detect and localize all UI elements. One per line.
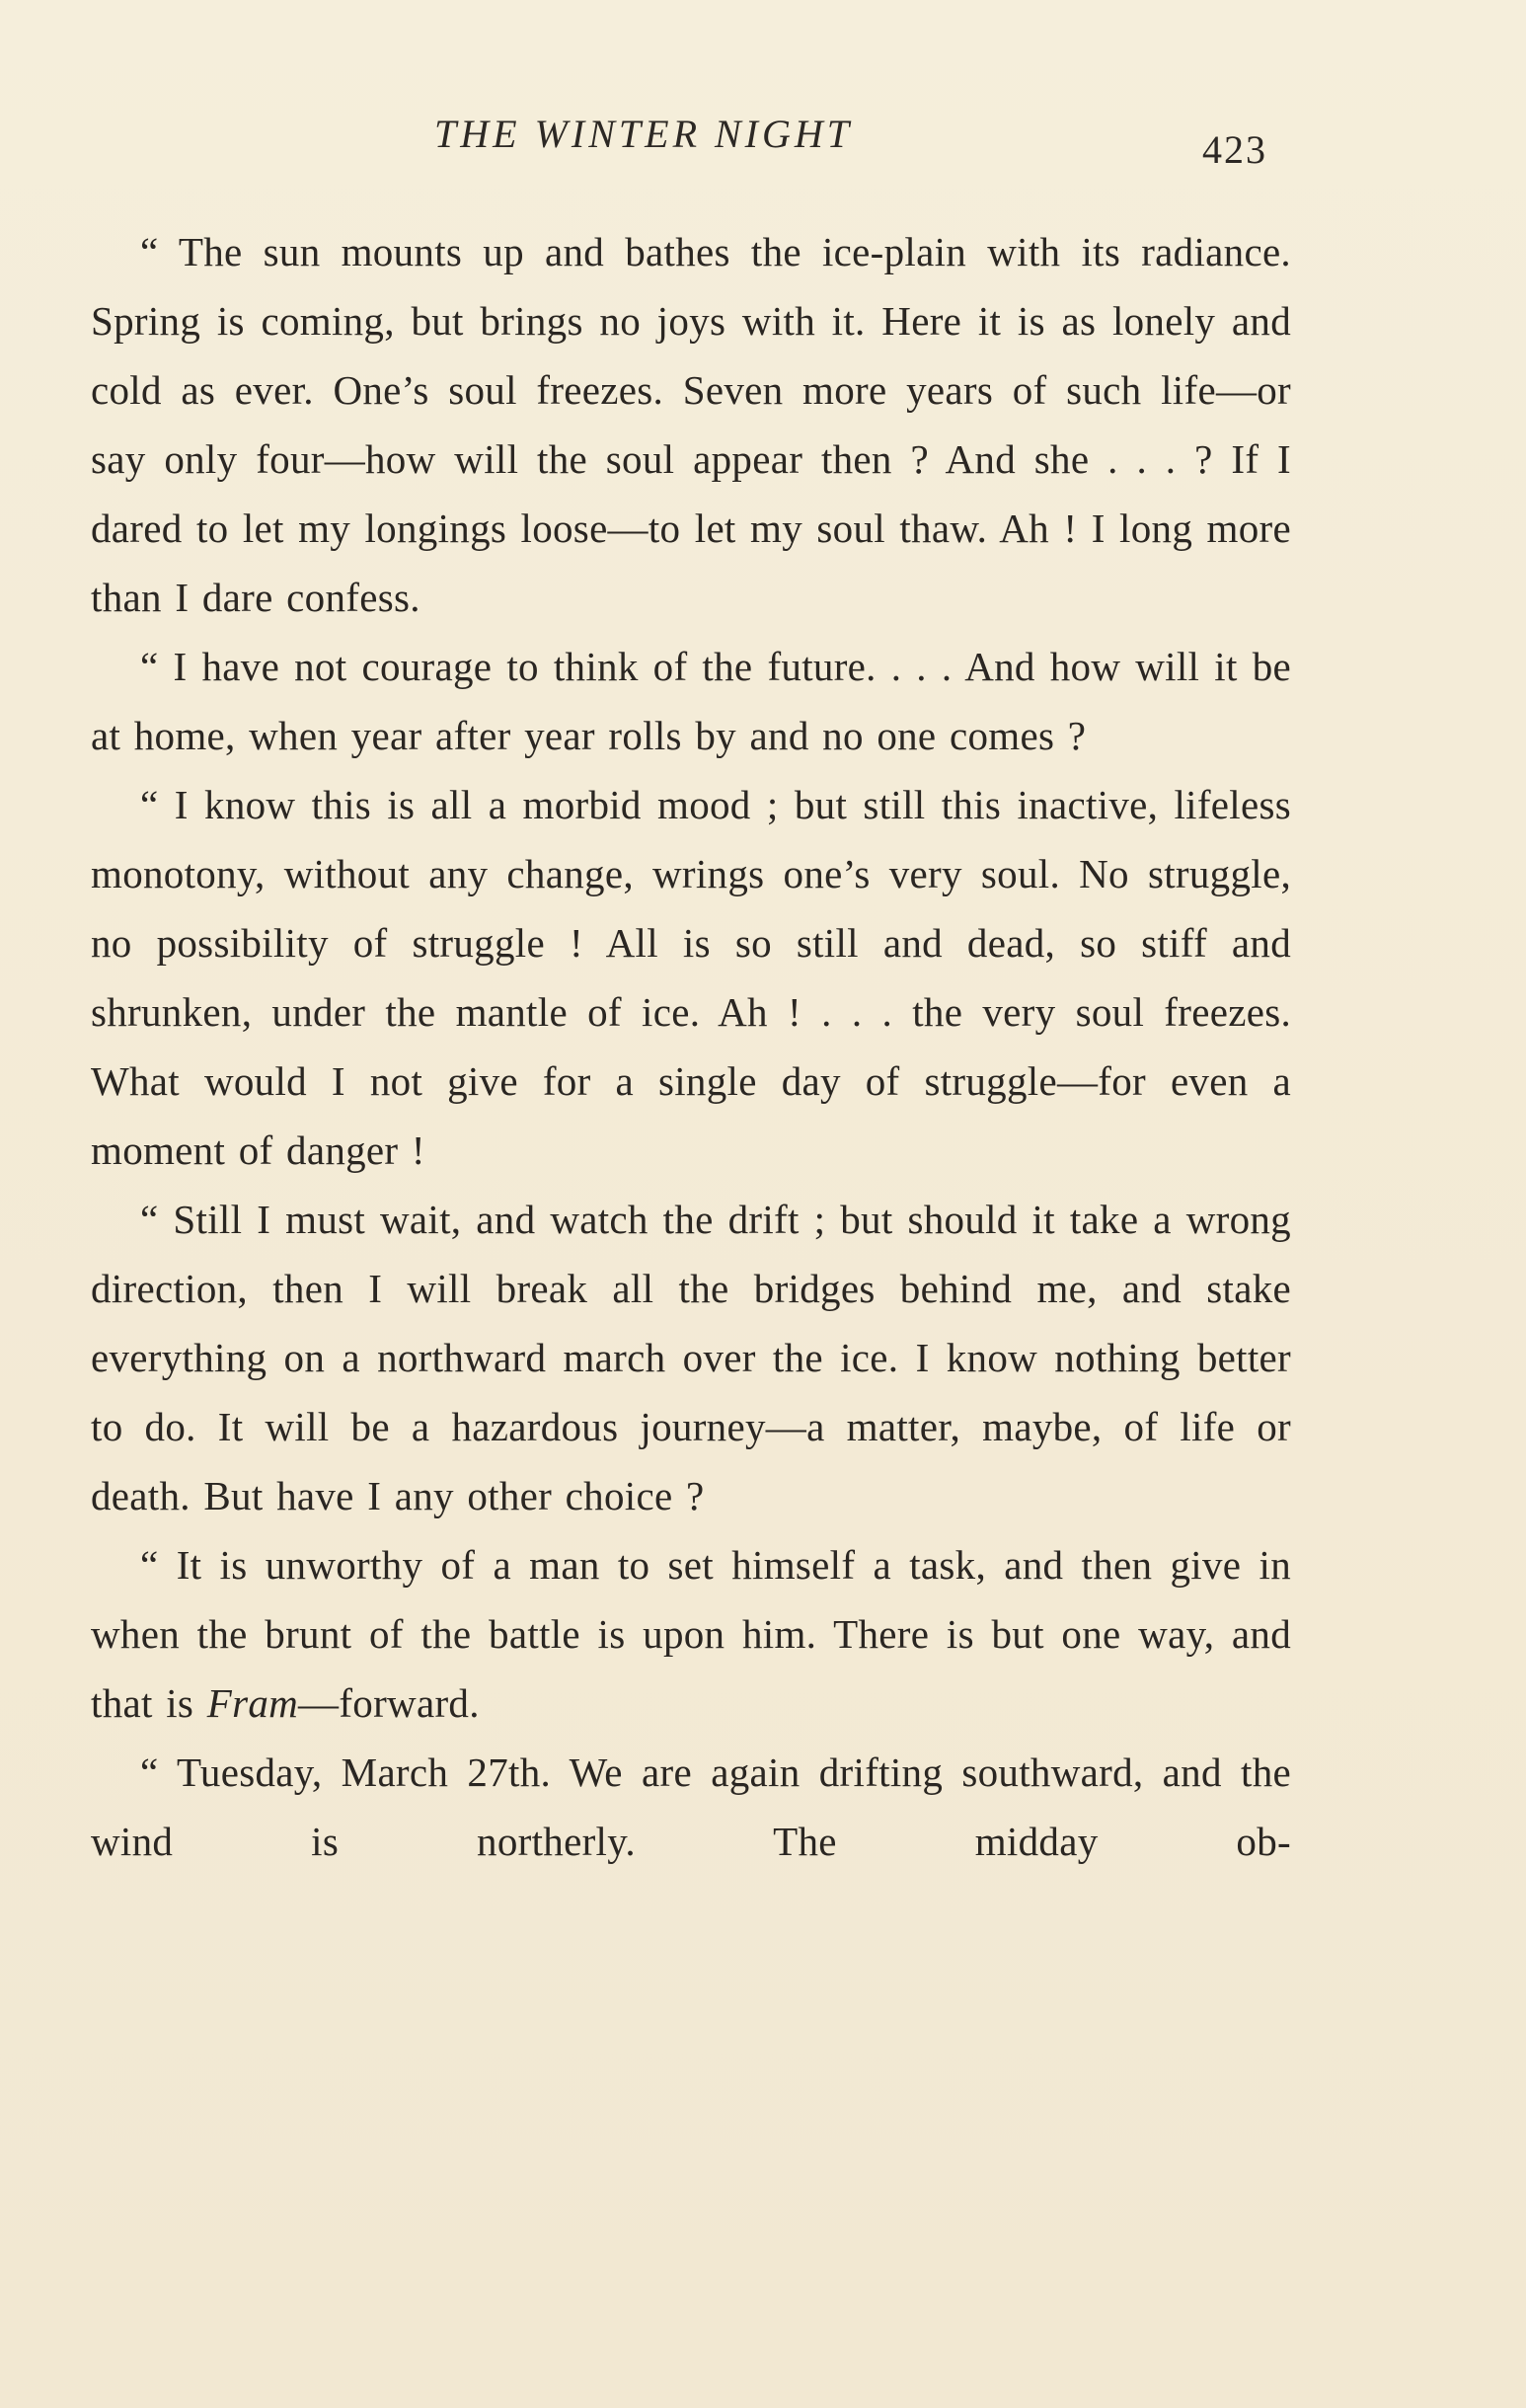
paragraph-5-text-after: —forward. [298, 1680, 480, 1726]
running-head [0, 111, 1526, 170]
paragraph-5-text-before: “ It is unworthy of a man to set himself a task, and then give in when the brunt of the battle is upon him. There is but one way, and that is [91, 1542, 1291, 1726]
paragraph-2: “ I have not courage to think of the future. . . . And how will it be at home, when year after year rolls by and no one comes ? [91, 644, 1291, 758]
page-number: 423 [1202, 127, 1267, 172]
paragraph-4: “ Still I must wait, and watch the drift ; but should it take a wrong direction, then I will break all the bridges behind me, and stake everything on a northward march over the ice. I know nothing better to do. It will be a hazardous journey—a matter, maybe, of life or death. But have I any other choice ? [91, 1197, 1291, 1518]
paragraph-3: “ I know this is all a morbid mood ; but still this inactive, lifeless monotony, without any change, wrings one’s very soul. No struggle, no possibility of struggle ! All is so still and dead, so stiff and shrunken, under the mantle of ice. Ah ! . . . the very soul freezes. What would I not give for a single day of struggle—for even a moment of danger ! [91, 782, 1291, 1173]
paragraph-5 [91, 1530, 1291, 1738]
body-text [91, 217, 1291, 1876]
paragraph-6: “ Tuesday, March 27th. We are again drifting southward, and the wind is northerly. The midday ob- [91, 1749, 1291, 1864]
ship-name-fram: Fram [206, 1680, 299, 1726]
paragraph-1: “ The sun mounts up and bathes the ice-plain with its radiance. Spring is coming, but brings no joys with it. Here it is as lonely and cold as ever. One’s soul freezes. Seven more years of such life—or say only four—how will the soul appear then ? And she . . . ? If I dared to let my longings loose—to let my soul thaw. Ah ! I long more than I dare confess. [91, 229, 1291, 620]
running-title: THE WINTER NIGHT [434, 112, 854, 156]
